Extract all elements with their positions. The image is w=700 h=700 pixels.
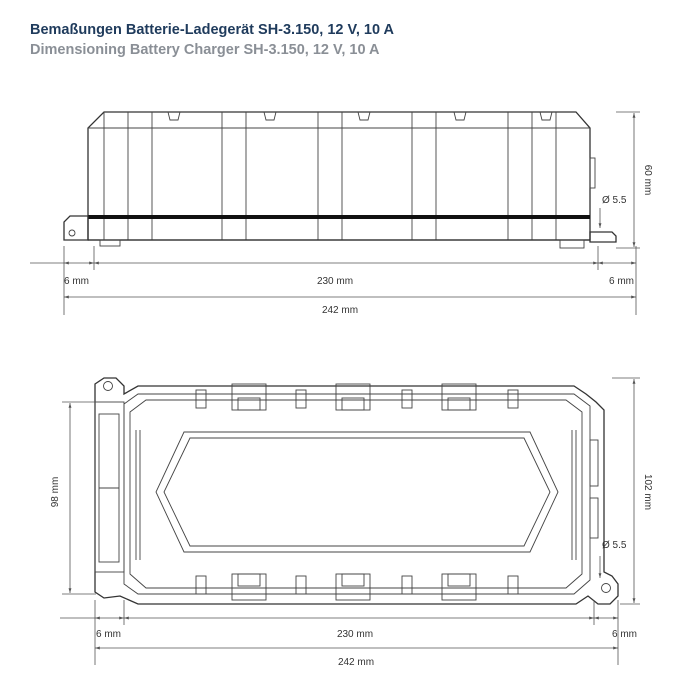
top-total-width-label: 242 mm bbox=[337, 657, 375, 668]
top-inner-width-label: 230 mm bbox=[336, 629, 374, 640]
side-right-margin-label: 6 mm bbox=[609, 276, 634, 287]
side-view-charger bbox=[64, 112, 616, 248]
top-left-margin-label: 6 mm bbox=[96, 629, 121, 640]
side-left-margin-label: 6 mm bbox=[64, 276, 89, 287]
title-german: Bemaßungen Batterie-Ladegerät SH-3.150, 12 V, 10 A bbox=[30, 22, 394, 38]
side-total-width-label: 242 mm bbox=[321, 305, 359, 316]
top-right-margin-label: 6 mm bbox=[612, 629, 637, 640]
top-hole-label: Ø 5.5 bbox=[602, 540, 627, 551]
side-height-label: 60 mm bbox=[642, 164, 653, 196]
title-english: Dimensioning Battery Charger SH-3.150, 12 V, 10 A bbox=[30, 42, 380, 58]
side-hole-label: Ø 5.5 bbox=[602, 195, 627, 206]
top-view-dimensions bbox=[60, 378, 640, 665]
top-total-height-label: 102 mm bbox=[642, 473, 653, 511]
top-inner-height-label: 98 mm bbox=[50, 476, 61, 508]
side-inner-width-label: 230 mm bbox=[316, 276, 354, 287]
top-view-charger bbox=[95, 378, 618, 604]
